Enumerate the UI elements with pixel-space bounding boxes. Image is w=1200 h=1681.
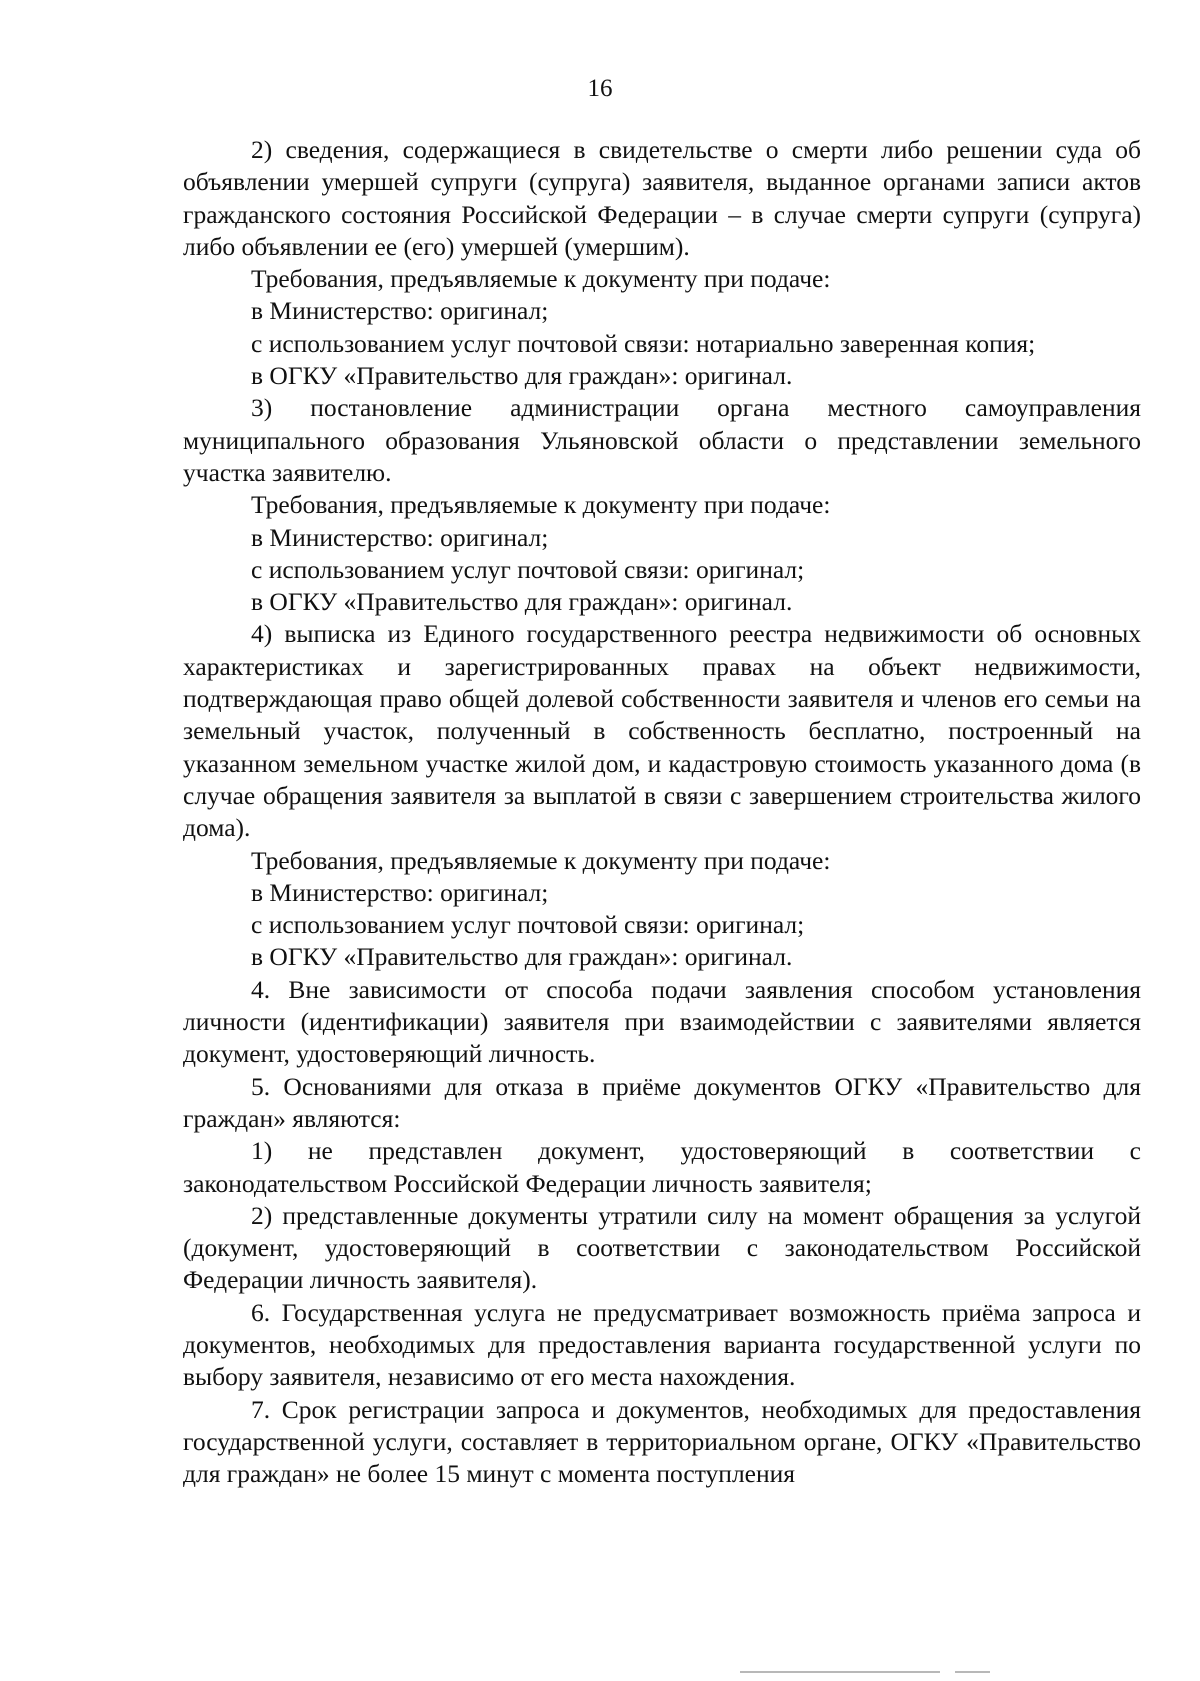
paragraph-administration-resolution: 3) постановление администрации органа местного самоуправления муниципального образования Ульяновской области о представлении земельного участка заявителю. xyxy=(183,393,1141,487)
paragraph-postal-requirement: с использованием услуг почтовой связи: оригинал; xyxy=(251,554,805,584)
paragraph-ministry-requirement: в Министерство: оригинал; xyxy=(251,296,549,326)
paragraph-identity-establishment: 4. Вне зависимости от способа подачи заявления способом установления личности (идентификации) заявителя при взаимодействии с заявителями является документ, удостоверяющий личность. xyxy=(183,974,1141,1069)
paragraph-death-certificate: 2) сведения, содержащиеся в свидетельстве о смерти либо решении суда об объявлении умершей супруги (супруга) заявителя, выданное органами записи актов гражданского состояния Российской Федерации – в случае смерти супруги (супруга) либо объявлении ее (его) умершей (умершим). xyxy=(183,135,1141,261)
paragraph-requirements-heading: Требования, предъявляемые к документу при подаче: xyxy=(251,264,831,294)
paragraph-postal-requirement: с использованием услуг почтовой связи: нотариально заверенная копия; xyxy=(251,328,1036,358)
scan-artifact-line xyxy=(740,1671,940,1673)
paragraph-ministry-requirement: в Министерство: оригинал; xyxy=(251,522,549,552)
document-body xyxy=(183,134,1141,1490)
paragraph-requirements-heading: Требования, предъявляемые к документу при подаче: xyxy=(251,490,831,520)
paragraph-refusal-ground-2: 2) представленные документы утратили силу на момент обращения за услугой (документ, удостоверяющий в соответствии с законодательством Российской Федерации личность заявителя). xyxy=(183,1200,1141,1295)
paragraph-ogku-requirement: в ОГКУ «Правительство для граждан»: оригинал. xyxy=(251,942,793,972)
paragraph-refusal-ground-1: 1) не представлен документ, удостоверяющий в соответствии с законодательством Российской Федерации личность заявителя; xyxy=(183,1136,1141,1198)
paragraph-postal-requirement: с использованием услуг почтовой связи: оригинал; xyxy=(251,910,805,940)
paragraph-refusal-grounds: 5. Основаниями для отказа в приёме документов ОГКУ «Правительство для граждан» являются: xyxy=(183,1071,1141,1133)
scan-artifact-line xyxy=(955,1671,990,1673)
paragraph-ministry-requirement: в Министерство: оригинал; xyxy=(251,877,549,907)
paragraph-ogku-requirement: в ОГКУ «Правительство для граждан»: оригинал. xyxy=(251,361,793,391)
paragraph-requirements-heading: Требования, предъявляемые к документу при подаче: xyxy=(251,845,831,875)
paragraph-ogku-requirement: в ОГКУ «Правительство для граждан»: оригинал. xyxy=(251,587,793,617)
paragraph-registration-term: 7. Срок регистрации запроса и документов, необходимых для предоставления государственной услуги, составляет в территориальном органе, ОГКУ «Правительство для граждан» не более 15 минут с момента поступления xyxy=(183,1394,1141,1489)
paragraph-extraterritorial: 6. Государственная услуга не предусматривает возможность приёма запроса и документов, необходимых для предоставления варианта государственной услуги по выбору заявителя, независимо от его места нахождения. xyxy=(183,1297,1141,1392)
page-number: 16 xyxy=(587,75,613,102)
paragraph-registry-extract: 4) выписка из Единого государственного реестра недвижимости об основных характеристиках и зарегистрированных правах на объект недвижимости, подтверждающая право общей долевой собственности заявителя и членов его семьи на земельный участок, полученный в собственность бесплатно, построенный на указанном земельном участке жилой дом, и кадастровую стоимость указанного дома (в случае обращения заявителя за выплатой в связи с завершением строительства жилого дома). xyxy=(183,619,1141,843)
